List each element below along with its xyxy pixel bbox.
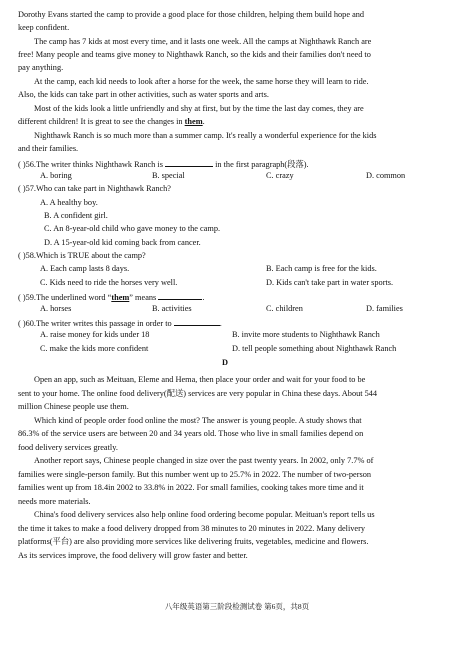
passage1-line: At the camp, each kid needs to look after a horse for the week, the same horse they will learn to ride. [34,77,369,86]
passage2-line: As its services improve, the food delivery will grow faster and better. [18,551,248,560]
passage1-text: different children! It is great to see the changes in [18,117,185,126]
question-57-stem: ( )57.Who can take part in Nighthawk Ranch? [18,184,171,193]
passage1-line [18,117,205,127]
question-56-text: in the first paragraph(段落). [213,160,309,169]
underlined-word: them [111,293,130,302]
passage1-text: . [202,117,205,126]
answer-blank[interactable] [165,158,213,167]
q60-option-b[interactable]: B. invite more students to Nighthawk Ranch [232,330,380,339]
passage2-line: million Chinese people use them. [18,402,129,411]
question-56-stem [18,158,309,170]
passage2-line: families were single-person family. But this number went up to 25.7% in 2022. The number of two-person [18,470,372,479]
q57-option-c[interactable]: C. An 8-year-old child who gave money to the camp. [44,224,221,233]
passage2-line: platforms(平台) are also providing more services like delivering fruits, vegetables, medicine and flowers. [18,537,369,546]
question-58-stem: ( )58.Which is TRUE about the camp? [18,251,146,260]
question-59-stem [18,291,204,303]
question-60-text: . [219,319,222,328]
answer-blank[interactable] [174,317,220,326]
q58-option-b[interactable]: B. Each camp is free for the kids. [266,264,377,273]
page-footer: 八年级英语第三阶段检测试卷 第6页，共8页 [164,602,310,611]
question-59-text: ( )59.The underlined word “ [18,293,112,302]
passage1-line: pay anything. [18,63,64,72]
q56-option-a[interactable]: A. boring [40,171,72,180]
q59-option-a[interactable]: A. horses [40,304,72,313]
q59-option-c[interactable]: C. children [266,304,303,313]
answer-blank[interactable] [158,291,205,302]
q56-option-c[interactable]: C. crazy [266,171,294,180]
question-59-text: ” means [129,293,159,302]
underlined-word: them [184,117,203,126]
q60-option-c[interactable]: C. make the kids more confident [40,344,149,353]
question-60-stem [18,317,222,329]
q57-option-a[interactable]: A. A healthy boy. [40,198,98,207]
passage2-line: 86.3% of the service users are between 20 and 34 years old. Those who live in small families depend on [18,429,364,438]
passage2-line: the time it takes to make a food delivery dropped from 38 minutes to 20 minutes in 2022. Many delivery [18,524,366,533]
question-59-text: . [202,293,205,302]
passage1-line: keep confident. [18,23,70,32]
passage2-line: Open an app, such as Meituan, Eleme and Hema, then place your order and wait for your food to be [34,375,366,384]
q59-option-b[interactable]: B. activities [152,304,192,313]
passage2-line: China's food delivery services also help online food ordering become popular. Meituan's report tells us [34,510,375,519]
q57-option-d[interactable]: D. A 15-year-old kid coming back from cancer. [44,238,201,247]
q60-option-d[interactable]: D. tell people something about Nighthawk Ranch [232,344,397,353]
section-heading-d: D [222,358,228,367]
passage1-line: free! Many people and teams give money to Nighthawk Ranch, so the kids and their families don't need to [18,50,371,59]
q56-option-d[interactable]: D. common [366,171,406,180]
passage1-line: Most of the kids look a little unfriendly and shy at first, but by the time the last day comes, they are [34,104,364,113]
passage1-line: and their families. [18,144,79,153]
passage2-line: sent to your home. The online food delivery(配送) services are very popular in China these days. About 544 [18,389,378,398]
q56-option-b[interactable]: B. special [152,171,185,180]
q57-option-b[interactable]: B. A confident girl. [44,211,108,220]
passage2-line: Which kind of people order food online the most? The answer is young people. A study shows that [34,416,362,425]
question-56-text: ( )56.The writer thinks Nighthawk Ranch is [18,160,166,169]
passage1-line: Also, the kids can take part in other activities, such as water sports and arts. [18,90,269,99]
passage2-line: needs more materials. [18,497,91,506]
q58-option-c[interactable]: C. Kids need to ride the horses very well. [40,278,178,287]
q58-option-d[interactable]: D. Kids can't take part in water sports. [266,278,394,287]
passage1-line: The camp has 7 kids at most every time, and it lasts one week. All the camps at Nighthawk Ranch are [34,37,372,46]
q58-option-a[interactable]: A. Each camp lasts 8 days. [40,264,130,273]
passage1-line: Nighthawk Ranch is so much more than a summer camp. It's really a wonderful experience for the kids [34,131,377,140]
q59-option-d[interactable]: D. families [366,304,403,313]
question-60-text: ( )60.The writer writes this passage in order to [18,319,174,328]
passage1-line: Dorothy Evans started the camp to provide a good place for those children, helping them build hope and [18,10,365,19]
q60-option-a[interactable]: A. raise money for kids under 18 [40,330,150,339]
passage2-line: families went up from 18.4in 2002 to 33.8% in 2022. For small families, cooking takes more time and it [18,483,364,492]
passage2-line: Another report says, Chinese people changed in size over the past twenty years. In 2002, only 7.7% of [34,456,374,465]
passage2-line: food delivery services greatly. [18,443,118,452]
